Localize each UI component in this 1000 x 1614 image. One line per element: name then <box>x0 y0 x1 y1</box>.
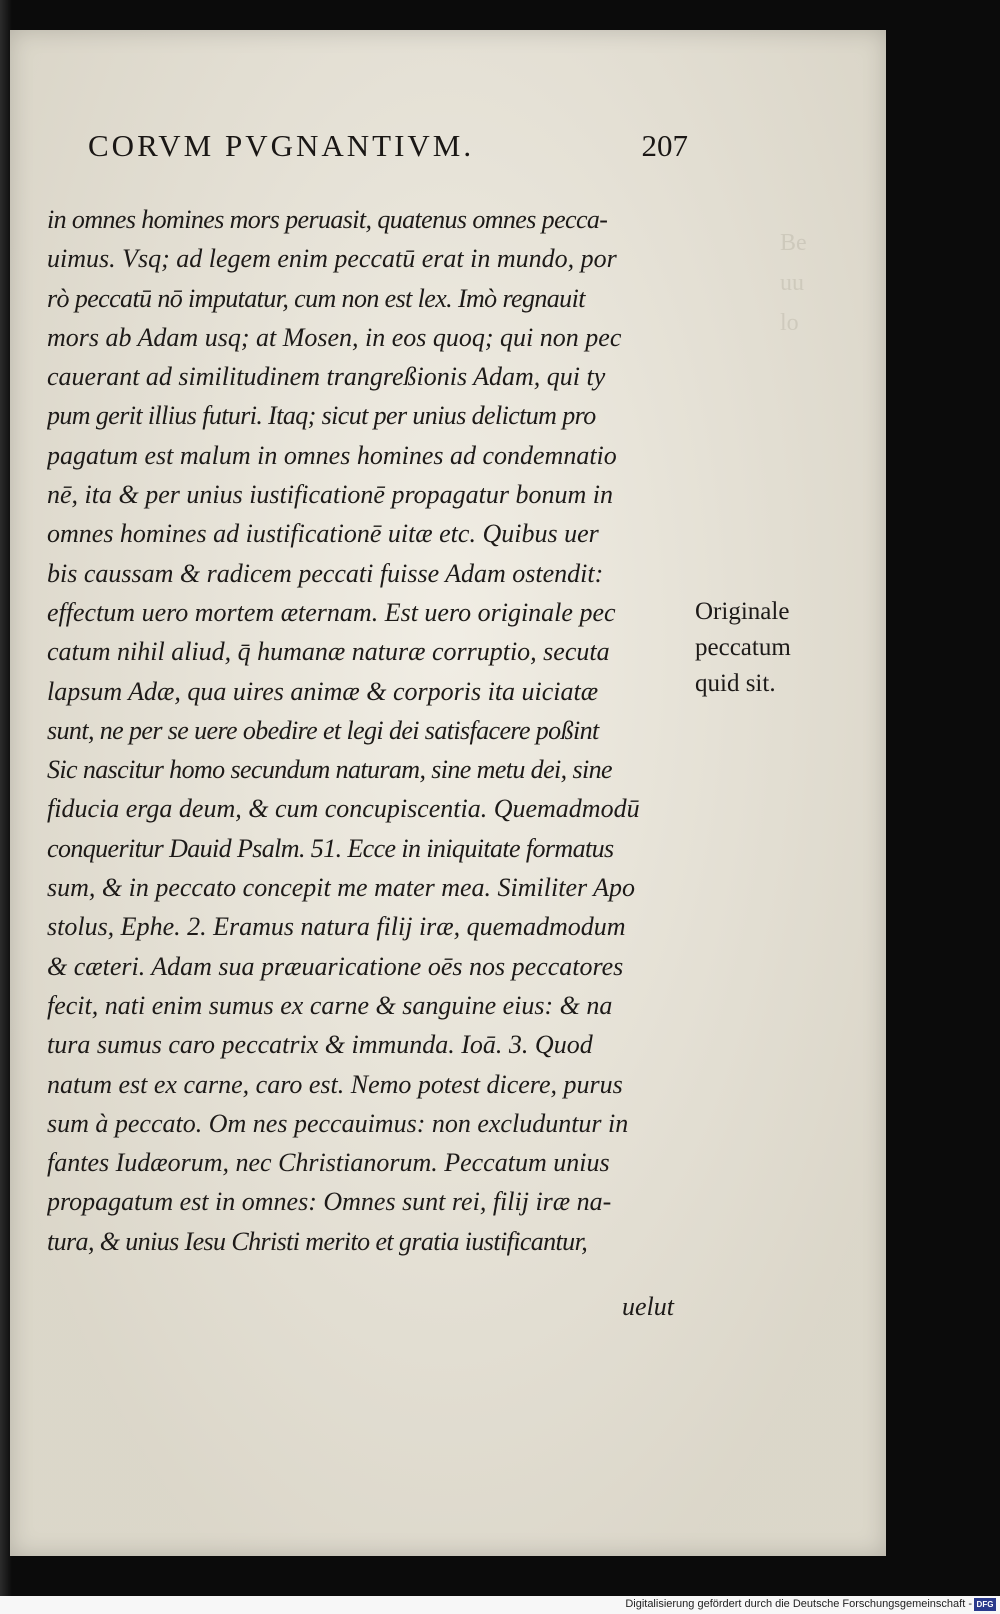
text-line: uimus. Vsq; ad legem enim peccatū erat in mundo, por <box>47 244 617 274</box>
text-line: rò peccatū nō imputatur, cum non est lex. Imò regnauit <box>47 283 585 313</box>
text-line: effectum uero mortem æternam. Est uero originale pec <box>47 597 616 627</box>
text-line: catum nihil aliud, q̄ humanæ naturæ corruptio, secuta <box>47 637 610 667</box>
text-line: Sic nascitur homo secundum naturam, sine metu dei, sine <box>47 755 612 785</box>
text-line: stolus, Ephe. 2. Eramus natura filij iræ, quemadmodum <box>47 912 626 942</box>
text-line: fiducia erga deum, & cum concupiscentia. Quemadmodū <box>47 794 640 824</box>
bleed-through-mark: uu <box>780 270 804 296</box>
text-line: conqueritur Dauid Psalm. 51. Ecce in iniquitate formatus <box>47 833 614 863</box>
text-line: mors ab Adam usq; at Mosen, in eos quoq; qui non pec <box>47 322 622 352</box>
text-line: fecit, nati enim sumus ex carne & sanguine eius: & na <box>47 990 613 1020</box>
text-line: tura sumus caro peccatrix & immunda. Ioā. 3. Quod <box>47 1030 593 1060</box>
bleed-through-mark: lo <box>780 310 799 336</box>
body-text <box>47 200 687 1261</box>
text-line: in omnes homines mors peruasit, quatenus omnes pecca- <box>47 205 608 234</box>
text-line: & cæteri. Adam sua præuaricatione oēs nos peccatores <box>47 951 624 981</box>
page-number: 207 <box>641 128 688 163</box>
footer-bar <box>0 1596 1000 1614</box>
text-line: cauerant ad similitudinem trangreßionis Adam, qui ty <box>47 362 606 392</box>
marginal-note-line: quid sit. <box>695 670 776 697</box>
text-line: sum, & in peccato concepit me mater mea. Similiter Apo <box>47 873 636 903</box>
text-line: fantes Iudæorum, nec Christianorum. Peccatum unius <box>47 1148 610 1178</box>
text-line: omnes homines ad iustificationē uitæ etc. Quibus uer <box>47 519 599 549</box>
text-line: lapsum Adæ, qua uires animæ & corporis ita uiciatæ <box>47 676 599 706</box>
text-line: propagatum est in omnes: Omnes sunt rei, filij iræ na- <box>47 1187 612 1217</box>
text-line: pum gerit illius futuri. Itaq; sicut per unius delictum pro <box>47 401 596 431</box>
marginal-note-line: peccatum <box>695 634 791 661</box>
book-page <box>10 30 886 1556</box>
text-line: nē, ita & per unius iustificationē propagatur bonum in <box>47 480 613 510</box>
text-line: sunt, ne per se uere obedire et legi dei satisfacere poßint <box>47 715 599 745</box>
text-line: sum à peccato. Om nes peccauimus: non excluduntur in <box>47 1108 629 1138</box>
running-title: CORVM PVGNANTIVM. <box>88 128 475 163</box>
footer-credit: Digitalisierung gefördert durch die Deutsche Forschungsgemeinschaft - <box>625 1598 972 1610</box>
bleed-through-mark: Be <box>780 230 807 256</box>
text-line: bis caussam & radicem peccati fuisse Adam ostendit: <box>47 558 604 588</box>
text-line: pagatum est malum in omnes homines ad condemnatio <box>47 440 617 470</box>
dfg-logo-icon: DFG <box>974 1598 996 1611</box>
marginal-note-line: Originale <box>695 598 790 625</box>
running-head <box>78 128 688 168</box>
text-line: tura, & unius Iesu Christi merito et gratia iustificantur, <box>47 1226 588 1256</box>
marginal-note <box>695 594 815 702</box>
text-line: natum est ex carne, caro est. Nemo potest dicere, purus <box>47 1069 623 1099</box>
catchword: uelut <box>622 1292 674 1321</box>
